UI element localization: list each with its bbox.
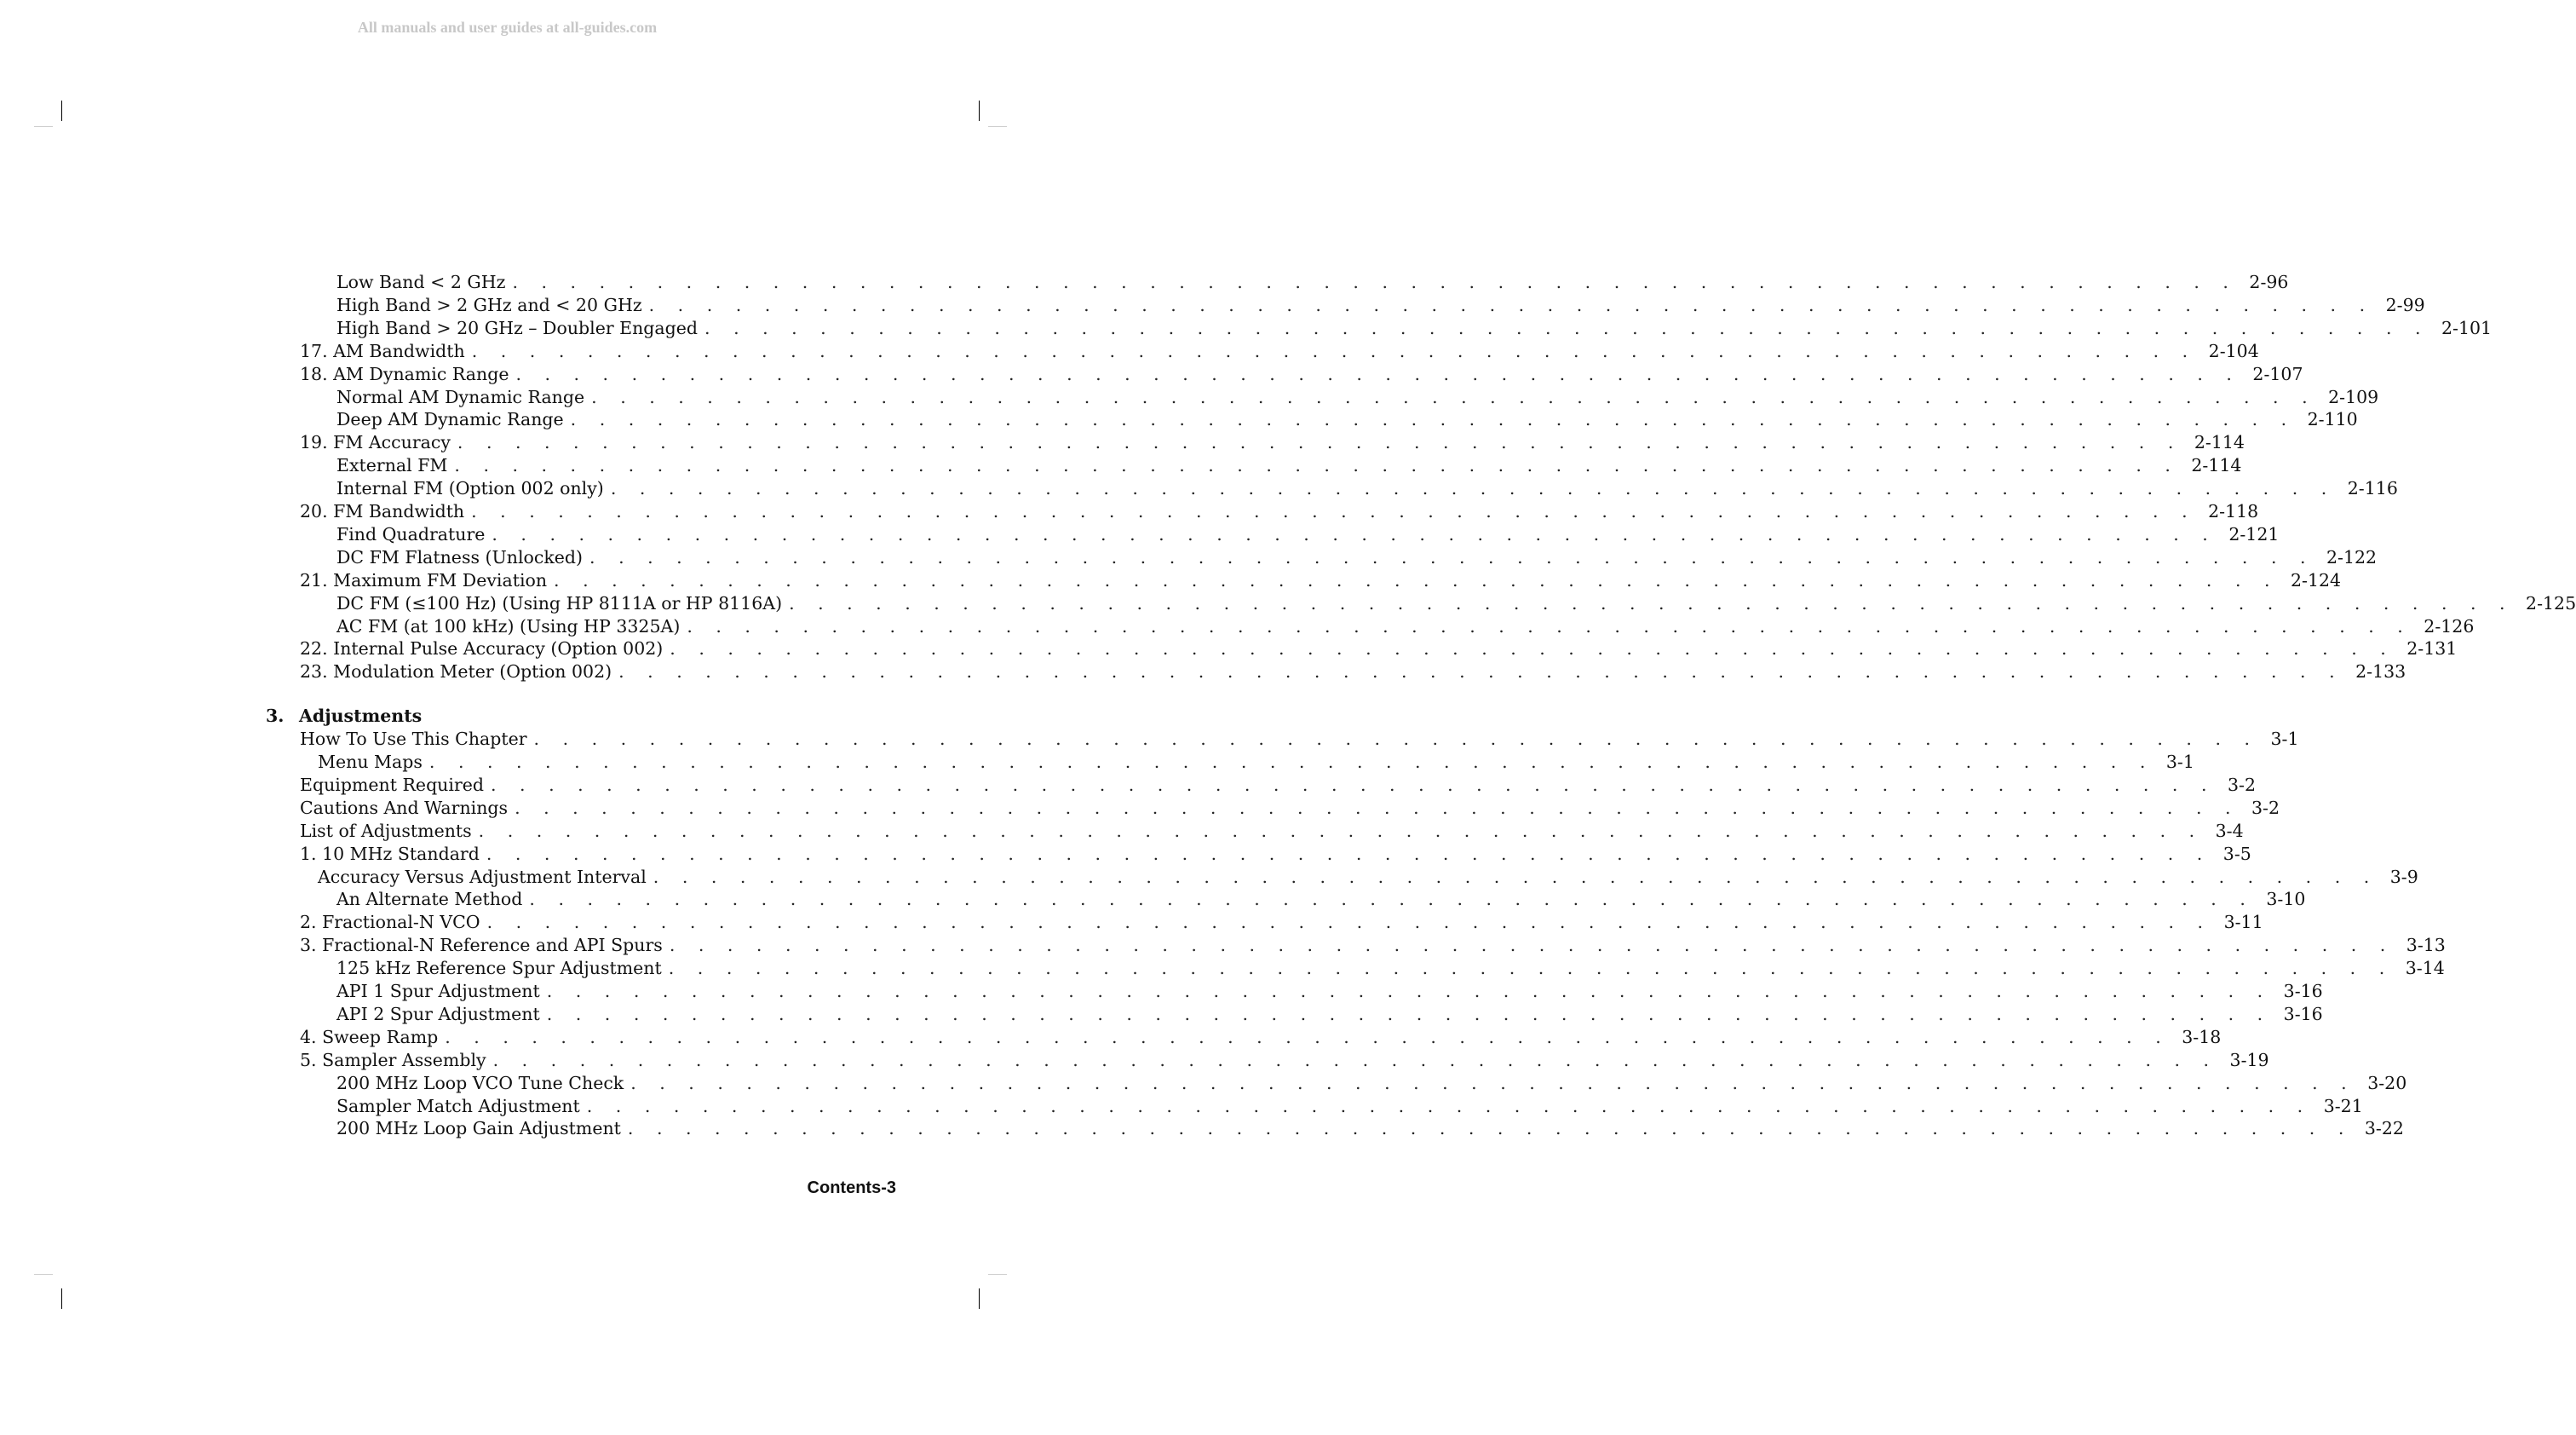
toc-entry-page: 3-1 [2270, 729, 2299, 750]
toc-entry[interactable] [336, 454, 2242, 477]
toc-entry-page: 3-14 [2405, 958, 2445, 979]
toc-entry[interactable] [300, 728, 2299, 751]
toc-dot-leader: . . . . . . . . . . . . . . . . . . . . . . . . . . . . . . . . . . . . . . . . . . . . . . . . . . . . . . . . . . . . [648, 294, 2374, 315]
toc-entry-page: 3-2 [2227, 774, 2256, 795]
toc-entry-title: 21. Maximum FM Deviation [300, 569, 554, 592]
toc-entry[interactable] [318, 751, 2194, 774]
crop-mark [988, 1274, 1007, 1275]
crop-mark [979, 101, 980, 121]
toc-entry-page: 2-133 [2355, 661, 2406, 683]
toc-entry[interactable] [300, 843, 2251, 866]
crop-mark [988, 126, 1007, 127]
toc-entry-title: Accuracy Versus Adjustment Interval [318, 866, 653, 889]
toc-entry-page: 3-4 [2215, 820, 2244, 841]
toc-entry[interactable] [318, 866, 2418, 889]
toc-entry[interactable] [300, 363, 2303, 386]
toc-dot-leader: . . . . . . . . . . . . . . . . . . . . . . . . . . . . . . . . . . . . . . . . . . . . . . . . . . . . . . . . . . . . [486, 912, 2212, 933]
toc-entry-title: API 2 Spur Adjustment [336, 1003, 547, 1026]
toc-dot-leader: . . . . . . . . . . . . . . . . . . . . . . . . . . . . . . . . . . . . . . . . . . . . . . . . . . . . . . . . . . . . [492, 523, 2217, 545]
toc-entry[interactable] [300, 774, 2256, 797]
toc-entry[interactable] [336, 408, 2358, 431]
toc-entry[interactable] [336, 386, 2379, 409]
toc-dot-leader: . . . . . . . . . . . . . . . . . . . . . . . . . . . . . . . . . . . . . . . . . . . . . . . . . . . . . . . . . . . . [630, 1072, 2356, 1093]
toc-entry-title: 125 kHz Reference Spur Adjustment [336, 957, 669, 980]
toc-dot-leader: . . . . . . . . . . . . . . . . . . . . . . . . . . . . . . . . . . . . . . . . . . . . . . . . . . . . . . . . . . . . [428, 752, 2154, 772]
toc-entry-page: 3-2 [2251, 797, 2280, 818]
toc-entry[interactable] [336, 888, 2306, 911]
toc-entry-title: Internal FM (Option 002 only) [336, 477, 611, 500]
toc-entry[interactable] [336, 592, 2576, 615]
toc-dot-leader: . . . . . . . . . . . . . . . . . . . . . . . . . . . . . . . . . . . . . . . . . . . . . . . . . . . . . . . . . . . . [457, 432, 2182, 453]
toc-entry-page: 2-116 [2347, 478, 2398, 499]
toc-entry[interactable] [300, 1049, 2269, 1072]
toc-entry-title: API 1 Spur Adjustment [336, 980, 547, 1003]
toc-dot-leader: . . . . . . . . . . . . . . . . . . . . . . . . . . . . . . . . . . . . . . . . . . . . . . . . . . . . . . . . . . . . [533, 729, 2259, 750]
toc-entry[interactable] [300, 500, 2259, 523]
toc-entry-page: 2-118 [2208, 501, 2259, 522]
toc-entry-page: 3-18 [2182, 1026, 2222, 1047]
toc-entry-page: 3-10 [2266, 889, 2306, 910]
toc-dot-leader: . . . . . . . . . . . . . . . . . . . . . . . . . . . . . . . . . . . . . . . . . . . . . . . . . . . . . . . . . . . . [704, 317, 2429, 338]
toc-dot-leader: . . . . . . . . . . . . . . . . . . . . . . . . . . . . . . . . . . . . . . . . . . . . . . . . . . . . . . . . . . . . [454, 455, 2180, 476]
crop-mark [34, 126, 53, 127]
crop-mark [61, 101, 62, 121]
toc-entry[interactable] [336, 980, 2323, 1003]
toc-dot-leader: . . . . . . . . . . . . . . . . . . . . . . . . . . . . . . . . . . . . . . . . . . . . . . . . . . . . . . . . . . . . [515, 363, 2241, 384]
toc-dot-leader: . . . . . . . . . . . . . . . . . . . . . . . . . . . . . . . . . . . . . . . . . . . . . . . . . . . . . . . . . . . . [445, 1026, 2171, 1047]
toc-entry-title: Normal AM Dynamic Range [336, 386, 591, 409]
toc-entry[interactable] [300, 660, 2406, 683]
toc-entry[interactable] [300, 340, 2259, 363]
toc-dot-leader: . . . . . . . . . . . . . . . . . . . . . . . . . . . . . . . . . . . . . . . . . . . . . . . . . . . . . . . . . . . . [492, 1049, 2218, 1070]
toc-entry-title: 200 MHz Loop VCO Tune Check [336, 1072, 630, 1095]
toc-entry[interactable] [300, 911, 2263, 934]
toc-entry-title: 2. Fractional-N VCO [300, 911, 487, 934]
toc-dot-leader: . . . . . . . . . . . . . . . . . . . . . . . . . . . . . . . . . . . . . . . . . . . . . . . . . . . . . . . . . . . . [670, 638, 2395, 660]
toc-dot-leader: . . . . . . . . . . . . . . . . . . . . . . . . . . . . . . . . . . . . . . . . . . . . . . . . . . . . . . . . . . . . [529, 889, 2255, 910]
toc-entry[interactable] [336, 615, 2475, 638]
crop-mark [34, 1274, 53, 1275]
chapter-number: 3. [266, 706, 285, 727]
toc-entry-title: DC FM (≤100 Hz) (Using HP 8111A or HP 8116A) [336, 592, 789, 615]
toc-entry-page: 3-5 [2222, 843, 2251, 864]
toc-entry-page: 3-16 [2283, 1003, 2323, 1024]
toc-entry-title: 20. FM Bandwidth [300, 500, 471, 523]
toc-dot-leader: . . . . . . . . . . . . . . . . . . . . . . . . . . . . . . . . . . . . . . . . . . . . . . . . . . . . . . . . . . . . [586, 1095, 2312, 1116]
toc-entry-title: 18. AM Dynamic Range [300, 363, 515, 386]
toc-dot-leader: . . . . . . . . . . . . . . . . . . . . . . . . . . . . . . . . . . . . . . . . . . . . . . . . . . . . . . . . . . . . [669, 935, 2395, 956]
toc-entry-title: AC FM (at 100 kHz) (Using HP 3325A) [336, 615, 687, 638]
toc-entry-page: 2-99 [2385, 294, 2425, 315]
toc-entry-page: 2-114 [2194, 432, 2245, 453]
toc-entry[interactable] [300, 934, 2446, 957]
toc-entry-page: 2-107 [2252, 363, 2303, 384]
toc-entry-page: 2-96 [2249, 272, 2289, 292]
toc-entry-title: Cautions And Warnings [300, 797, 515, 820]
toc-entry-title: An Alternate Method [336, 888, 529, 911]
toc-dot-leader: . . . . . . . . . . . . . . . . . . . . . . . . . . . . . . . . . . . . . . . . . . . . . . . . . . . . . . . . . . . . [512, 272, 2238, 292]
toc-entry-title: 22. Internal Pulse Accuracy (Option 002) [300, 637, 670, 660]
toc-dot-leader: . . . . . . . . . . . . . . . . . . . . . . . . . . . . . . . . . . . . . . . . . . . . . . . . . . . . . . . . . . . . [546, 1003, 2272, 1024]
toc-entry-page: 2-114 [2191, 455, 2242, 476]
toc-entry-page: 3-9 [2389, 866, 2418, 887]
toc-entry-page: 2-131 [2406, 638, 2458, 660]
toc-entry[interactable] [300, 569, 2342, 592]
toc-entry-page: 2-125 [2526, 592, 2576, 614]
toc-dot-leader: . . . . . . . . . . . . . . . . . . . . . . . . . . . . . . . . . . . . . . . . . . . . . . . . . . . . . . . . . . . . [618, 661, 2344, 683]
page-number-footer: Contents-3 [807, 1179, 896, 1197]
toc-entry[interactable] [336, 523, 2280, 546]
toc-entry-page: 2-122 [2326, 546, 2378, 568]
toc-entry-page: 3-1 [2165, 752, 2194, 772]
toc-entry-page: 2-121 [2228, 523, 2280, 545]
toc-dot-leader: . . . . . . . . . . . . . . . . . . . . . . . . . . . . . . . . . . . . . . . . . . . . . . . . . . . . . . . . . . . . [554, 569, 2279, 591]
toc-dot-leader: . . . . . . . . . . . . . . . . . . . . . . . . . . . . . . . . . . . . . . . . . . . . . . . . . . . . . . . . . . . . [589, 546, 2314, 568]
toc-entry-title: 19. FM Accuracy [300, 431, 457, 454]
watermark: All manuals and user guides at all-guides.com [357, 19, 658, 36]
toc-entry-page: 2-124 [2291, 569, 2342, 591]
toc-entry[interactable] [336, 477, 2398, 500]
toc-dot-leader: . . . . . . . . . . . . . . . . . . . . . . . . . . . . . . . . . . . . . . . . . . . . . . . . . . . . . . . . . . . . [515, 797, 2240, 818]
toc-entry[interactable] [300, 797, 2280, 820]
toc-entry-title: 3. Fractional-N Reference and API Spurs [300, 934, 670, 957]
toc-entry[interactable] [336, 1072, 2407, 1095]
toc-entry-title: 5. Sampler Assembly [300, 1049, 493, 1072]
toc-entry-title: 23. Modulation Meter (Option 002) [300, 660, 618, 683]
toc-entry[interactable] [336, 957, 2445, 980]
toc-entry[interactable] [336, 317, 2493, 340]
toc-entry-page: 2-109 [2328, 386, 2379, 407]
toc-entry-title: How To Use This Chapter [300, 728, 534, 751]
toc-entry-page: 3-16 [2283, 981, 2323, 1001]
toc-dot-leader: . . . . . . . . . . . . . . . . . . . . . . . . . . . . . . . . . . . . . . . . . . . . . . . . . . . . . . . . . . . . [653, 866, 2378, 887]
toc-entry-title: External FM [336, 454, 454, 477]
crop-mark [979, 1288, 980, 1309]
toc-entry-page: 3-22 [2364, 1118, 2404, 1139]
toc-dot-leader: . . . . . . . . . . . . . . . . . . . . . . . . . . . . . . . . . . . . . . . . . . . . . . . . . . . . . . . . . . . . [789, 592, 2515, 614]
toc-entry-page: 2-110 [2307, 409, 2358, 430]
toc-entry-title: Low Band < 2 GHz [336, 271, 512, 294]
toc-entry-page: 3-11 [2223, 912, 2263, 933]
toc-entry-title: 4. Sweep Ramp [300, 1026, 445, 1049]
toc-entry[interactable] [300, 1026, 2222, 1049]
toc-dot-leader: . . . . . . . . . . . . . . . . . . . . . . . . . . . . . . . . . . . . . . . . . . . . . . . . . . . . . . . . . . . . [687, 615, 2412, 637]
toc-entry[interactable] [300, 431, 2245, 454]
toc-dot-leader: . . . . . . . . . . . . . . . . . . . . . . . . . . . . . . . . . . . . . . . . . . . . . . . . . . . . . . . . . . . . [668, 958, 2394, 979]
toc-dot-leader: . . . . . . . . . . . . . . . . . . . . . . . . . . . . . . . . . . . . . . . . . . . . . . . . . . . . . . . . . . . . [491, 774, 2216, 795]
toc-entry-page: 2-101 [2441, 317, 2493, 338]
toc-dot-leader: . . . . . . . . . . . . . . . . . . . . . . . . . . . . . . . . . . . . . . . . . . . . . . . . . . . . . . . . . . . . [486, 843, 2211, 864]
toc-entry-title: Find Quadrature [336, 523, 492, 546]
chapter-heading[interactable] [266, 705, 521, 728]
toc-entry-page: 2-104 [2208, 340, 2259, 361]
toc-dot-leader: . . . . . . . . . . . . . . . . . . . . . . . . . . . . . . . . . . . . . . . . . . . . . . . . . . . . . . . . . . . . [627, 1118, 2353, 1139]
toc-entry[interactable] [336, 1117, 2404, 1140]
toc-entry[interactable] [336, 1095, 2363, 1118]
toc-entry-page: 3-20 [2367, 1072, 2407, 1093]
toc-entry-page: 3-13 [2406, 935, 2446, 956]
chapter-title: Adjustments [299, 706, 423, 727]
toc-entry[interactable] [300, 820, 2244, 843]
toc-entry-title: Deep AM Dynamic Range [336, 408, 571, 431]
toc-entry-title: Menu Maps [318, 751, 429, 774]
toc-dot-leader: . . . . . . . . . . . . . . . . . . . . . . . . . . . . . . . . . . . . . . . . . . . . . . . . . . . . . . . . . . . . [570, 409, 2296, 430]
toc-entry-title: 200 MHz Loop Gain Adjustment [336, 1117, 628, 1140]
crop-mark [61, 1288, 62, 1309]
toc-entry[interactable] [336, 546, 2378, 569]
toc-dot-leader: . . . . . . . . . . . . . . . . . . . . . . . . . . . . . . . . . . . . . . . . . . . . . . . . . . . . . . . . . . . . [546, 981, 2272, 1001]
toc-dot-leader: . . . . . . . . . . . . . . . . . . . . . . . . . . . . . . . . . . . . . . . . . . . . . . . . . . . . . . . . . . . . [471, 340, 2197, 361]
toc-dot-leader: . . . . . . . . . . . . . . . . . . . . . . . . . . . . . . . . . . . . . . . . . . . . . . . . . . . . . . . . . . . . [610, 478, 2336, 499]
toc-entry-page: 3-19 [2229, 1049, 2269, 1070]
toc-entry-title: DC FM Flatness (Unlocked) [336, 546, 589, 569]
toc-dot-leader: . . . . . . . . . . . . . . . . . . . . . . . . . . . . . . . . . . . . . . . . . . . . . . . . . . . . . . . . . . . . [591, 386, 2317, 407]
toc-entry[interactable] [336, 1003, 2323, 1026]
toc-entry-title: High Band > 2 GHz and < 20 GHz [336, 294, 649, 317]
toc-entry[interactable] [336, 271, 2289, 294]
toc-entry-title: Equipment Required [300, 774, 491, 797]
toc-dot-leader: . . . . . . . . . . . . . . . . . . . . . . . . . . . . . . . . . . . . . . . . . . . . . . . . . . . . . . . . . . . . [471, 501, 2197, 522]
toc-entry-title: High Band > 20 GHz – Doubler Engaged [336, 317, 704, 340]
toc-entry-page: 3-21 [2323, 1095, 2363, 1116]
toc-entry-title: Sampler Match Adjustment [336, 1095, 587, 1118]
toc-entry-title: List of Adjustments [300, 820, 479, 843]
toc-entry[interactable] [300, 637, 2458, 660]
toc-dot-leader: . . . . . . . . . . . . . . . . . . . . . . . . . . . . . . . . . . . . . . . . . . . . . . . . . . . . . . . . . . . . [478, 820, 2204, 841]
toc-entry-title: 1. 10 MHz Standard [300, 843, 486, 866]
toc-entry-title: 17. AM Bandwidth [300, 340, 472, 363]
toc-entry-page: 2-126 [2424, 615, 2475, 637]
toc-entry[interactable] [336, 294, 2425, 317]
